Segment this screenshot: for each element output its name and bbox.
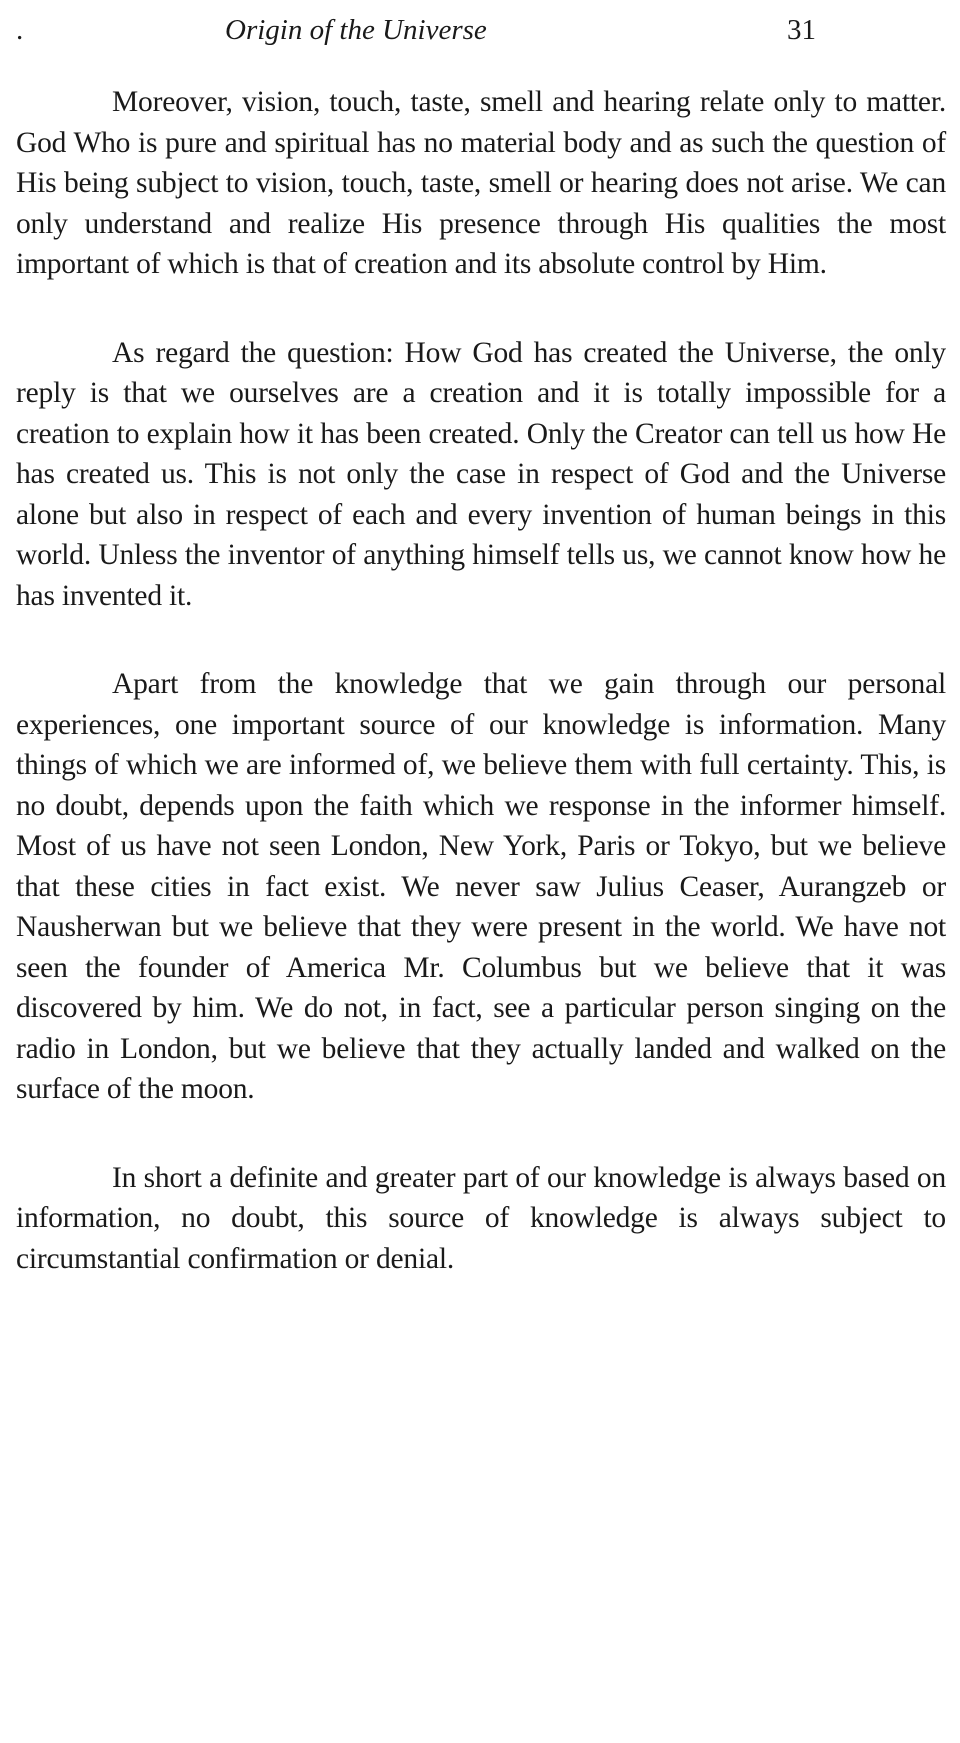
- paragraph-3: Apart from the knowledge that we gain through our personal experiences, one important source of our knowledge is information. Many things of which we are informed of, we believe them with full certainty. This, is no doubt, depends upon the faith which we response in the informer himself. Most of us have not seen London, New York, Paris or Tokyo, but we believe that these cities in fact exist. We never saw Julius Ceaser, Aurangzeb or Nausherwan but we believe that they were present in the world. We have not seen the founder of America Mr. Columbus but we believe that it was discovered by him. We do not, in fact, see a particular person singing on the radio in London, but we believe that they actually landed and walked on the surface of the moon.: [16, 668, 946, 1105]
- paragraph-2: As regard the question: How God has created the Universe, the only reply is that we ourselves are a creation and it is totally impossible for a creation to explain how it has been created. Only the Creator can tell us how He has created us. This is not only the case in respect of God and the Universe alone but also in respect of each and every invention of human beings in this world. Unless the inventor of anything himself tells us, we cannot know how he has invented it.: [16, 336, 946, 612]
- header-marker: .: [16, 14, 24, 46]
- page-body: [16, 82, 946, 1327]
- paragraph-4: In short a definite and greater part of our knowledge is always based on information, no doubt, this source of knowledge is always subject to circumstantial confirmation or denial.: [16, 1161, 946, 1275]
- running-header: [0, 10, 960, 54]
- running-title: Origin of the Universe: [225, 14, 487, 46]
- page-number: 31: [787, 14, 816, 46]
- paragraph-1: Moreover, vision, touch, taste, smell and hearing relate only to matter. God Who is pure and spiritual has no material body and as such the question of His being subject to vision, touch, taste, smell or hearing does not arise. We can only understand and realize His presence through His qualities the most important of which is that of creation and its absolute control by Him.: [16, 86, 946, 280]
